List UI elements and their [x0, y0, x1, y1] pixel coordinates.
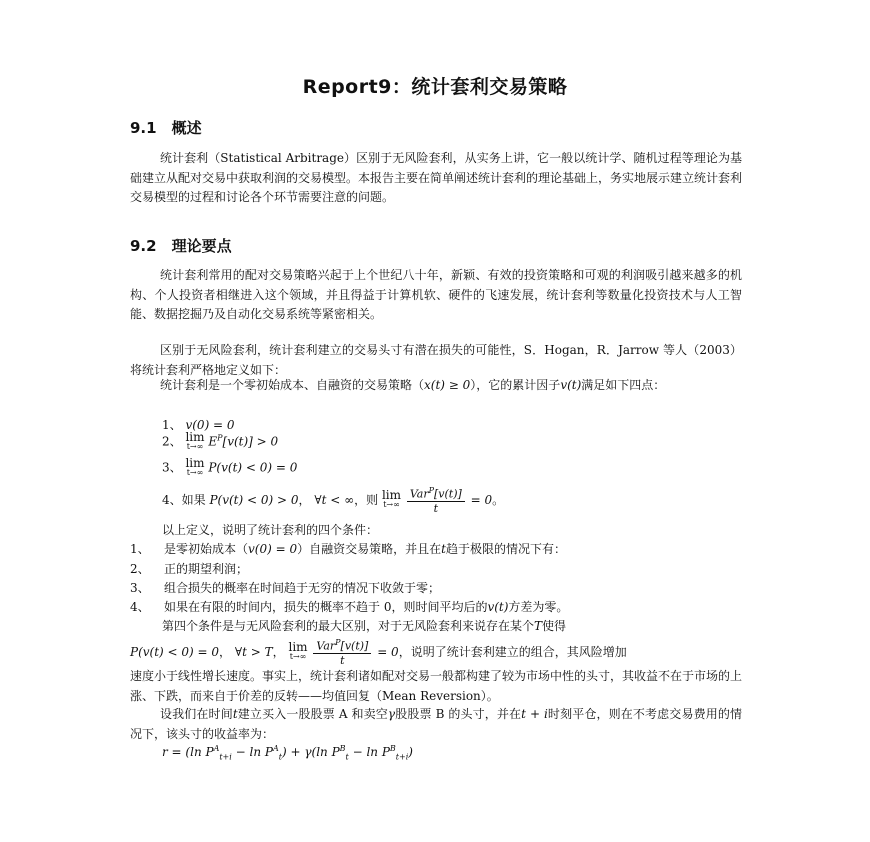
text: 统计套利是一个零初始成本、自融资的交易策略（ [160, 378, 425, 392]
text: 设我们在时间 [160, 707, 233, 721]
formula-sup: A [272, 744, 279, 753]
formula-sub: t [345, 752, 349, 762]
limit-operator [289, 642, 308, 662]
list-number: 4、 [130, 600, 150, 614]
text: 时刻平仓，则在不考虑交易费用的情况下，该头寸的收益率为： [130, 707, 742, 741]
math-expr: v(t) [487, 600, 509, 614]
formula-sup: B [339, 744, 346, 753]
text: 满足如下四点： [581, 378, 666, 392]
paragraph-definition-intro: 区别于无风险套利，统计套利建立的交易头寸有潜在损失的可能性，S．Hogan，R．Jarrow 等人（2003）将统计套利严格地定义如下： [130, 343, 742, 377]
formula-part: − ln P [348, 745, 390, 759]
text: ，则 [354, 492, 379, 507]
math-expr: v(0) = 0 [248, 542, 298, 556]
paragraph-mean-reversion: 速度小于线性增长速度。事实上，统计套利诸如配对交易一般都构建了较为市场中性的头寸，其收益不在于市场的上涨、下跌，而来自于价差的反转——均值回复（Mean Reversion）。 [130, 669, 743, 703]
math-expr: ∀t > T [234, 644, 273, 659]
list-number: 3、 [130, 581, 150, 595]
list-item [130, 560, 248, 577]
math-expr: t [232, 707, 238, 721]
section-heading-theory: 9.2 理论要点 [130, 237, 232, 255]
fraction-numerator [407, 486, 465, 502]
lim-subscript: t→∞ [289, 652, 307, 662]
math-sup: P [217, 433, 223, 443]
fraction-numerator [313, 638, 371, 654]
limit-operator [185, 458, 204, 478]
math-expr: P(v(t) < 0) = 0 [130, 644, 220, 659]
math-expr: [v(t)] [340, 639, 369, 653]
lim-text: lim [185, 430, 205, 444]
formula-part: − ln P [231, 745, 273, 759]
math-sup: P [428, 486, 434, 495]
condition-4 [162, 486, 504, 515]
condition-number: 4、如果 [162, 492, 206, 507]
paragraph-risk-statement [130, 638, 627, 667]
math-expr: = 0 [470, 492, 493, 507]
conditions-intro: 以上定义，说明了统计套利的四个条件： [162, 523, 379, 537]
condition-2 [162, 432, 278, 452]
text: 第四个条件是与无风险套利的最大区别，对于无风险套利来说存在某个 [162, 619, 535, 633]
condition-number: 3、 [162, 460, 182, 475]
math-expr: v(t) [560, 378, 582, 392]
formula-sup: A [213, 744, 220, 753]
fraction-denominator: t [433, 501, 439, 515]
math-expr: ∀t < ∞ [314, 492, 355, 507]
paragraph-definition [130, 376, 742, 396]
math-expr: T [534, 619, 543, 633]
math-expr: P(v(t) < 0) > 0 [209, 492, 299, 507]
text: 使得 [542, 619, 567, 633]
lim-subscript: t→∞ [383, 500, 400, 510]
text: ）自融资交易策略，并且在 [297, 542, 442, 556]
list-number: 2、 [130, 562, 150, 576]
lim-subscript: t→∞ [186, 442, 204, 451]
limit-operator [185, 432, 204, 452]
text: 趋于极限的情况下有： [445, 542, 566, 556]
formula-sup: B [389, 744, 396, 753]
list-item [130, 598, 568, 615]
text: 。 [492, 492, 505, 507]
math-expr: P(v(t) < 0) = 0 [208, 460, 298, 475]
text: ， [298, 492, 311, 507]
list-item [130, 540, 566, 557]
text: 正的期望利润； [164, 562, 249, 576]
text: ），它的累计因子 [470, 378, 561, 392]
limit-operator [382, 490, 401, 510]
fraction-denominator: t [340, 653, 345, 667]
math-expr: Var [316, 639, 336, 653]
text: 是零初始成本（ [164, 542, 249, 556]
math-expr: = 0 [377, 644, 399, 659]
return-formula [162, 744, 413, 761]
text: ， [272, 644, 285, 659]
text: 建立买入一股股票 A 和卖空 [237, 707, 388, 721]
text: ，说明了统计套利建立的组合，其风险增加 [398, 644, 627, 659]
formula-sub: t+i [395, 752, 409, 762]
lim-text: lim [288, 640, 308, 655]
fraction [313, 638, 371, 667]
fraction [407, 486, 465, 515]
text: 如果在有限的时间内，损失的概率不趋于 0，则时间平均后的 [164, 600, 488, 614]
paragraph-overview: 统计套利（Statistical Arbitrage）区别于无风险套利，从实务上讲，它一般以统计学、随机过程等理论为基础建立从配对交易中获取利润的交易模型。本报告主要在简单阐述统计套利的理论基础上，务实地展示建立统计套利交易模型的过程和讨论各个环节需要注意的问题。 [130, 151, 743, 204]
formula-sub: t+i [219, 752, 232, 762]
text: 组合损失的概率在时间趋于无穷的情况下收敛于零； [164, 581, 441, 595]
math-expr: x(t) ≥ 0 [424, 378, 471, 392]
paragraph-theory-intro: 统计套利常用的配对交易策略兴起于上个世纪八十年，新颖、有效的投资策略和可观的利润吸引越来越多的机构、个人投资者相继进入这个领域，并且得益于计算机软、硬件的飞速发展，统计套利等数量化投资技术与人工智能、数据挖掘乃及自动化交易系统等紧密相关。 [130, 268, 742, 321]
formula-part: r = (ln P [162, 745, 214, 759]
condition-number: 2、 [162, 434, 182, 449]
formula-part: ) + γ(ln P [281, 745, 340, 759]
lim-text: lim [185, 456, 205, 470]
condition-number: 1、 [162, 418, 182, 432]
report-title: Report9：统计套利交易策略 [302, 76, 568, 98]
list-item [130, 579, 440, 596]
math-expr: γ [387, 707, 396, 721]
lim-subscript: t→∞ [186, 468, 204, 477]
text: 方差为零。 [508, 600, 569, 614]
math-expr: [v(t)] [434, 487, 462, 501]
math-expr: t + i [521, 707, 548, 721]
paragraph-fourth-condition [162, 617, 566, 634]
math-expr: [v(t)] > 0 [222, 434, 279, 449]
math-expr: v(0) = 0 [185, 418, 235, 432]
paragraph-position [130, 705, 742, 744]
math-expr: E [208, 434, 218, 449]
formula-sub: t [278, 752, 282, 762]
text: ， [219, 644, 232, 659]
lim-text: lim [381, 488, 402, 503]
text: 股股票 B 的头寸，并在 [395, 707, 522, 721]
list-number: 1、 [130, 542, 150, 556]
section-heading-overview: 9.1 概述 [130, 119, 202, 137]
condition-3 [162, 458, 297, 478]
math-sup: P [335, 638, 341, 647]
math-expr: t [441, 542, 446, 556]
math-expr: Var [409, 487, 429, 501]
formula-part: ) [408, 745, 413, 759]
